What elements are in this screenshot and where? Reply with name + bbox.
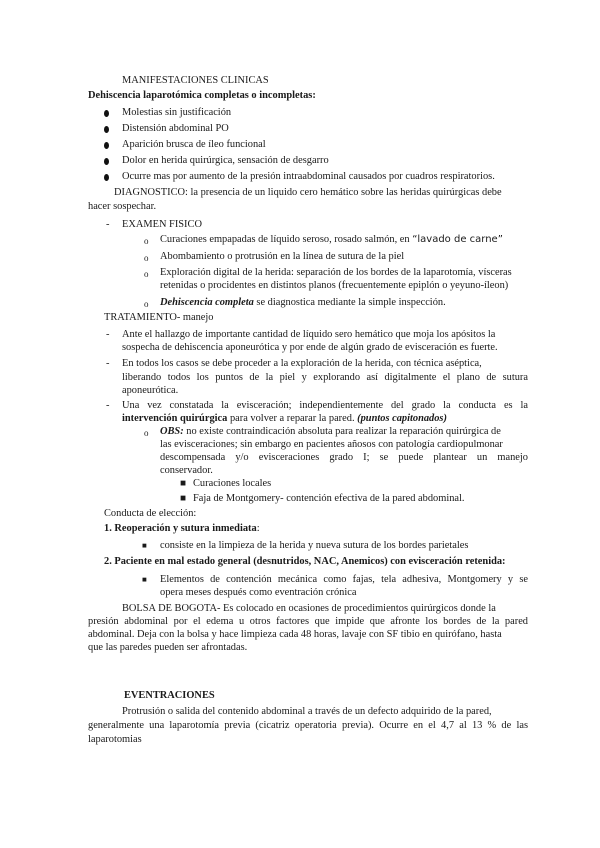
examen-item-3-line-1: Exploración digital de la herida: separación de los bordes de la laparotomía, vísceras [160,267,512,278]
tratamiento-item-3-line-2 [122,412,447,426]
bullet-dot-icon [104,110,109,117]
examen-item-3-line-2: retenidas o procidentes en distintos planos (frecuentemente epiplón o yeyuno-íleon) [160,280,509,291]
examen-item-4 [160,296,446,310]
list-item: Molestias sin justificación [122,107,232,118]
sub-item-curaciones: Curaciones locales [193,478,272,489]
conducta-option-2: 2. Paciente en mal estado general (desnutridos, NAC, Anemicos) con evisceración retenida: [104,556,506,567]
section-heading-manifestaciones: MANIFESTACIONES CLINICAS [122,75,269,86]
sub-item-faja: Faja de Montgomery- contención efectiva de la pared abdominal. [193,493,465,504]
option-1-colon: : [256,523,260,534]
list-item: Ocurre mas por aumento de la presión intraabdominal causados por cuadros respiratorios. [122,171,495,182]
tratamiento-item-3-line-1: Una vez constatada la evisceración; independientemente del grado la conducta es la [122,400,528,411]
option-2-item-line-1: Elementos de contención mecánica como fajas, tela adhesiva, Montgomery y se [160,574,528,585]
list-item: Distensión abdominal PO [122,123,229,134]
eventraciones-line-1: Protrusión o salida del contenido abdominal a través de un defecto adquirido de la pared, [122,706,492,717]
square-bullet-icon: ■ [180,478,187,489]
bolsa-line-2: presión abdominal por el edema u otros factores que impide que afronte los bordes de la pared [88,616,528,627]
square-bullet-icon: ■ [180,493,187,504]
eventraciones-line-2: generalmente una laparotomía previa (cicatriz operatoria previa). Ocurre en el 4,7 al 13 % de las [88,720,528,731]
square-bullet-icon: ■ [142,541,147,550]
examen-item-1-text: Curaciones empapadas de líquido seroso, rosado salmón, en [160,234,413,245]
obs-line-3: descompensada y/o evisceraciones grado I; se puede plantear un manejo [160,452,528,463]
section-heading-examen: EXAMEN FISICO [122,219,202,230]
circle-bullet-icon: o [144,269,149,279]
intervencion-bold: intervención quirúrgica [122,413,228,424]
section-heading-tratamiento: TRATAMIENTO- manejo [104,312,214,323]
examen-item-4-text: se diagnostica mediante la simple inspección. [253,297,446,308]
diagnostico-line-1: DIAGNOSTICO: la presencia de un liquido cero hemático sobre las heridas quirúrgicas debe [114,187,502,198]
intervencion-text: para volver a reparar la pared. [227,413,358,424]
tratamiento-item-1-line-1: Ante el hallazgo de importante cantidad de líquido sero hemático que moja los apósitos la [122,329,496,340]
list-item: Aparición brusca de íleo funcional [122,139,266,150]
obs-line-2: las evisceraciones; sin embargo en pacientes añosos con patología cardiopulmonar [160,439,503,450]
diagnostico-line-2: hacer sospechar. [88,201,157,212]
dash-marker: - [106,400,110,411]
examen-item-1-quote: “lavado de carne” [412,234,503,245]
dash-marker: - [106,329,110,340]
obs-line-4: conservador. [160,465,213,476]
option-2-item-line-2: opera meses después como eventración crónica [160,587,357,598]
bolsa-line-3: abdominal. Deja con la bolsa y hace limpieza cada 48 horas, lavaje con SF tibio en quirófano, hasta [88,629,502,640]
subheading-dehiscencia: Dehiscencia laparotómica completas o incompletas: [88,90,316,101]
tratamiento-item-2-line-2: liberando todos los puntos de la piel y explorando así digitalmente el plano de sutura [122,372,528,383]
eventraciones-line-3: laparotomias [88,734,142,745]
section-heading-eventraciones: EVENTRACIONES [124,690,215,701]
circle-bullet-icon: o [144,253,149,263]
tratamiento-item-2-line-3: aponeurótica. [122,385,179,396]
dash-marker: - [106,219,110,230]
examen-item-2: Abombamiento o protrusión en la línea de sutura de la piel [160,251,405,262]
obs-label: OBS: [160,426,184,437]
circle-bullet-icon: o [144,428,149,438]
conducta-heading: Conducta de elección: [104,508,197,519]
conducta-option-1 [104,522,260,536]
examen-item-4-bold: Dehiscencia completa [160,297,254,308]
tratamiento-item-2-line-1: En todos los casos se debe proceder a la exploración de la herida, con técnica aséptica, [122,358,482,369]
tratamiento-item-1-line-2: sospecha de dehiscencia aponeurótica y por ende de algún grado de evisceración es fuerte. [122,342,498,353]
square-bullet-icon: ■ [142,575,147,584]
bolsa-line-4: que las paredes pueden ser afrontadas. [88,642,248,653]
examen-item-1 [160,233,503,247]
bolsa-line-1: BOLSA DE BOGOTA- Es colocado en ocasiones de procedimientos quirúrgicos donde la [122,603,496,614]
bullet-dot-icon [104,126,109,133]
obs-text: no existe contraindicación absoluta para realizar la reparación quirúrgica de [183,426,501,437]
option-1-item: consiste en la limpieza de la herida y nueva sutura de los bordes parietales [160,540,469,551]
puntos-capitonados: (puntos capitonados) [357,413,447,424]
bullet-dot-icon [104,142,109,149]
dash-marker: - [106,358,110,369]
circle-bullet-icon: o [144,236,149,246]
list-item: Dolor en herida quirúrgica, sensación de desgarro [122,155,329,166]
obs-line-1 [160,425,501,439]
bullet-dot-icon [104,174,109,181]
bullet-dot-icon [104,158,109,165]
circle-bullet-icon: o [144,299,149,309]
option-1-title: 1. Reoperación y sutura inmediata [104,523,257,534]
